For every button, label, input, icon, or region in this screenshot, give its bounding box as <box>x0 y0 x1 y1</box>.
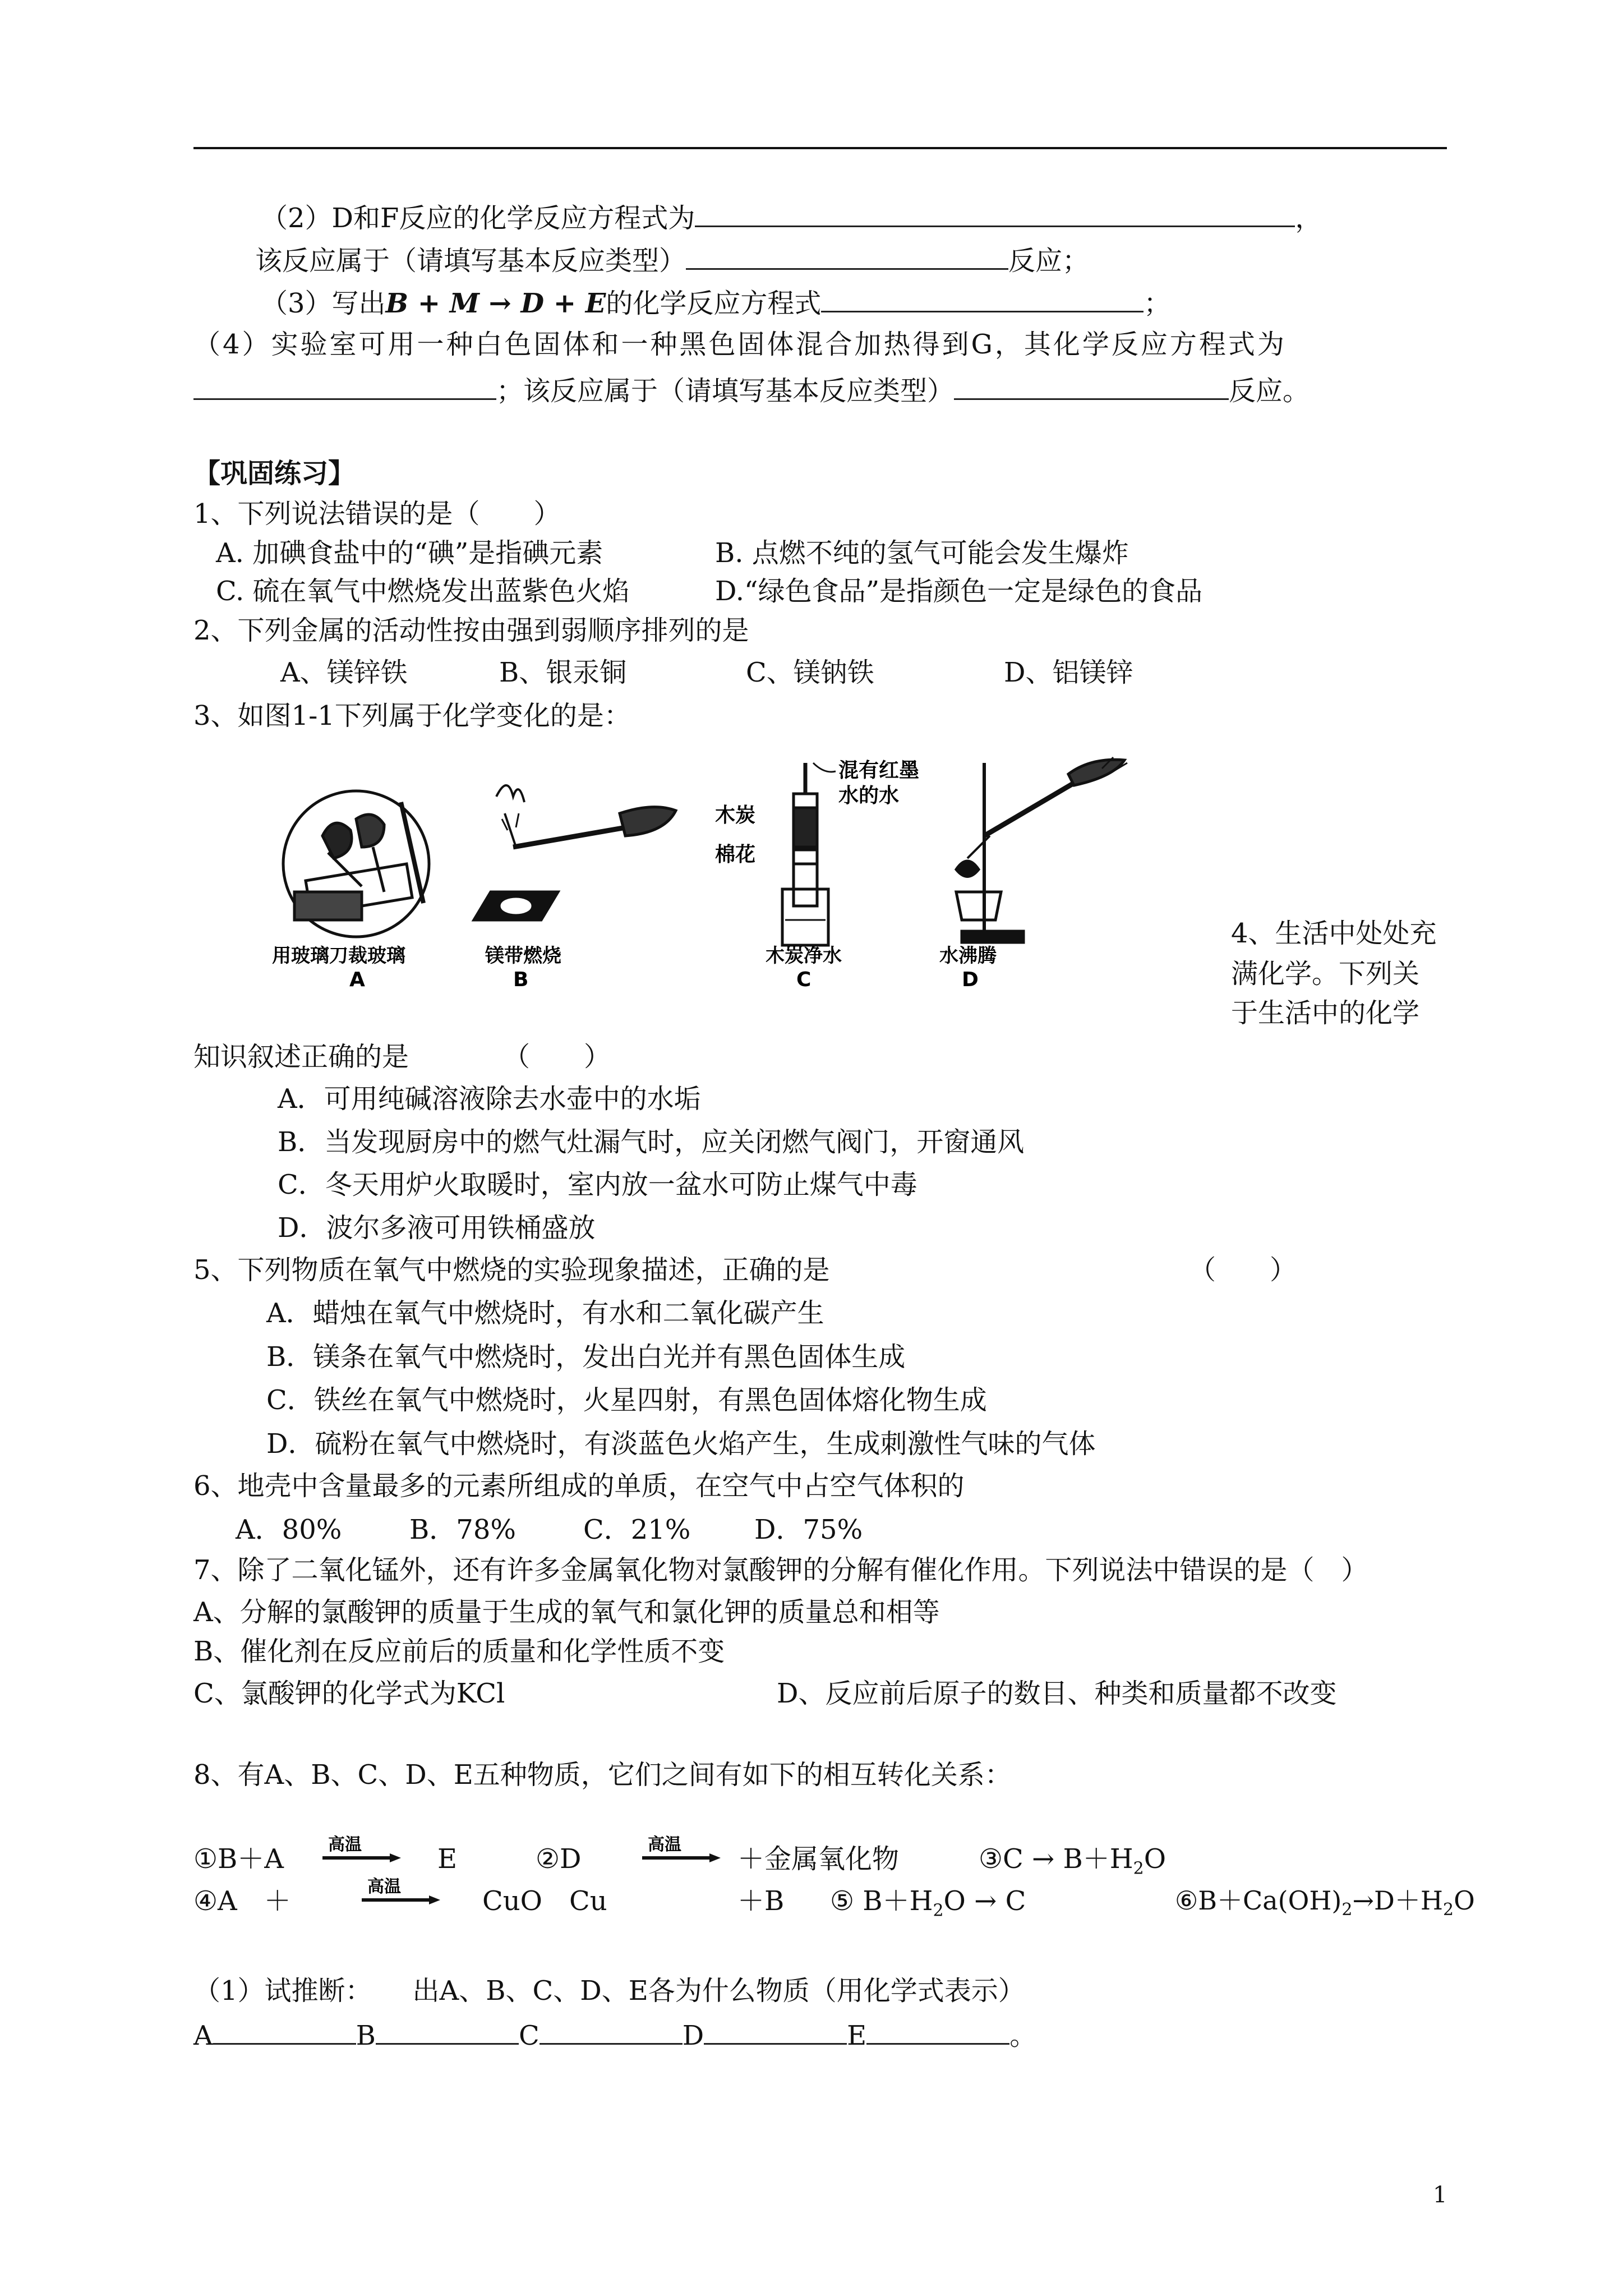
figure-a-letter: A <box>349 968 365 987</box>
page-number: 1 <box>1433 2182 1447 2208</box>
p5-stem: 5、下列物质在氧气中燃烧的实验现象描述，正确的是 <box>193 1254 830 1286</box>
q2-line2 <box>255 245 1090 277</box>
p8-sub1: （1）试推断： 出A、B、C、D、E各为什么物质（用化学式表示） <box>193 1975 1025 2007</box>
q2-text: （2）D和F反应的化学反应方程式为 <box>261 203 695 234</box>
p2-option-b[interactable]: B、银汞铜 <box>499 657 627 688</box>
q4-line2 <box>193 375 1310 407</box>
p5-option-b[interactable]: B．镁条在氧气中燃烧时，发出白光并有黑色固体生成 <box>266 1341 906 1373</box>
r1-product: E <box>437 1843 458 1875</box>
p7-option-d[interactable]: D、反应前后原子的数目、种类和质量都不改变 <box>777 1678 1337 1709</box>
p7-option-c[interactable]: C、氯酸钾的化学式为KCl <box>193 1678 505 1709</box>
figure-b-letter: B <box>513 968 529 987</box>
figure-1-1 <box>261 752 1136 987</box>
p4-side-1: 4、生活中处处充 <box>1231 918 1437 949</box>
p5-option-c[interactable]: C．铁丝在氧气中燃烧时，火星四射，有黑色固体熔化物生成 <box>266 1384 987 1416</box>
p8-answer-blanks <box>193 2019 1036 2049</box>
r4-product: ＋B <box>737 1885 785 1917</box>
svg-text:高温: 高温 <box>367 1877 401 1897</box>
p6-option-a[interactable]: A．80% <box>236 1514 342 1545</box>
blank-label-e: E <box>847 2020 867 2051</box>
q3-suffix: 的化学反应方程式 <box>606 288 822 319</box>
figure-c-label-charcoal: 木炭 <box>715 804 756 827</box>
r3-reactant: ③C <box>979 1843 1023 1875</box>
q2-type-end: 反应； <box>1008 245 1090 277</box>
figure-c-label-cotton: 棉花 <box>715 843 756 866</box>
svg-text:高温: 高温 <box>328 1835 362 1855</box>
r2-reactant: ②D <box>536 1843 582 1875</box>
p7-stem: 7、除了二氧化锰外，还有许多金属氧化物对氯酸钾的分解有催化作用。下列说法中错误的是（ ） <box>193 1554 1368 1586</box>
p5-option-a[interactable]: A．蜡烛在氧气中燃烧时，有水和二氧化碳产生 <box>266 1297 824 1329</box>
q4-line1: （4）实验室可用一种白色固体和一种黑色固体混合加热得到G，其化学反应方程式为 <box>193 329 1287 360</box>
p2-stem: 2、下列金属的活动性按由强到弱顺序排列的是 <box>193 615 749 646</box>
q4-type-text: ；该反应属于（请填写基本反应类型） <box>496 375 955 407</box>
q4-blank-type[interactable] <box>954 375 1229 400</box>
q2-comma: ， <box>1295 203 1322 234</box>
blank-label-b: B <box>356 2020 376 2051</box>
r2-product: ＋金属氧化物 <box>737 1843 900 1875</box>
p2-option-a[interactable]: A、镁锌铁 <box>280 657 408 688</box>
r5-product: C <box>1005 1885 1026 1917</box>
p8-reaction-5 <box>830 1885 1026 1921</box>
q4-end: 反应。 <box>1229 375 1310 407</box>
r6-sub2: 2 <box>1443 1900 1454 1920</box>
p1-option-a[interactable]: A. 加碘食盐中的“碘”是指碘元素 <box>216 537 603 569</box>
p5-option-d[interactable]: D．硫粉在氧气中燃烧时，有淡蓝色火焰产生，生成刺激性气味的气体 <box>266 1428 1096 1460</box>
p4-side-2: 满化学。下列关 <box>1231 958 1420 990</box>
figure-d-caption: 水沸腾 <box>939 945 997 967</box>
r1-arrow <box>320 1834 404 1878</box>
p1-option-b[interactable]: B. 点燃不纯的氢气可能会发生爆炸 <box>715 537 1129 569</box>
figure-d-boiling-water-illustration <box>956 757 1127 942</box>
r5-reactant-b: O <box>943 1885 966 1917</box>
p4-side-3: 于生活中的化学 <box>1231 997 1420 1029</box>
p4-option-c[interactable]: C．冬天用炉火取暖时，室内放一盆水可防止煤气中毒 <box>278 1169 917 1200</box>
blank-e[interactable] <box>866 2019 1009 2045</box>
p6-option-b[interactable]: B．78% <box>409 1514 516 1545</box>
figure-c-letter: C <box>796 968 811 987</box>
q3-formula: B + M → D + E <box>385 288 606 319</box>
p6-option-d[interactable]: D．75% <box>754 1514 863 1545</box>
p5-answer-paren[interactable]: （ ） <box>1189 1254 1297 1286</box>
r3-sub: 2 <box>1133 1858 1144 1879</box>
q2-line1 <box>261 202 1322 232</box>
r6-reactant: ⑥B＋Ca(OH) <box>1175 1885 1342 1916</box>
arrow-right-icon: → <box>1023 1843 1063 1875</box>
r4-arrow <box>359 1876 443 1920</box>
r5-reactant-a: ⑤ B＋H <box>830 1885 933 1917</box>
p7-option-b[interactable]: B、催化剂在反应前后的质量和化学性质不变 <box>193 1636 725 1667</box>
high-temp-arrow-icon <box>639 1834 723 1874</box>
figure-c-label-water2: 水的水 <box>838 784 900 807</box>
p4-option-d[interactable]: D．波尔多液可用铁桶盛放 <box>278 1212 596 1244</box>
blank-a[interactable] <box>213 2019 356 2045</box>
p2-option-c[interactable]: C、镁钠铁 <box>746 657 874 688</box>
p6-option-c[interactable]: C．21% <box>583 1514 691 1545</box>
p8-reaction-3 <box>979 1843 1166 1879</box>
r6-sub: 2 <box>1341 1900 1353 1920</box>
p8-reaction-6 <box>1175 1885 1475 1920</box>
r4-reactant: ④A ＋ <box>193 1885 291 1917</box>
header-rule <box>193 147 1447 149</box>
figure-c-caption: 木炭净水 <box>766 945 842 967</box>
p4-option-a[interactable]: A．可用纯碱溶液除去水壶中的水垢 <box>278 1083 701 1115</box>
r1-reactants: ①B＋A <box>193 1843 284 1875</box>
high-temp-arrow-icon <box>359 1876 443 1916</box>
q2-type-text: 该反应属于（请填写基本反应类型） <box>255 245 686 277</box>
q2-blank-type[interactable] <box>686 245 1008 270</box>
blank-label-c: C <box>518 2020 540 2051</box>
r6-product-a: D＋H <box>1374 1885 1444 1916</box>
blank-end: 。 <box>1009 2020 1037 2051</box>
q2-blank-equation[interactable] <box>695 202 1295 227</box>
p1-option-c[interactable]: C. 硫在氧气中燃烧发出蓝紫色火焰 <box>216 576 630 607</box>
p4-stem: 知识叙述正确的是 （ ） <box>193 1041 611 1073</box>
p4-option-b[interactable]: B．当发现厨房中的燃气灶漏气时，应关闭燃气阀门，开窗通风 <box>278 1126 1025 1158</box>
p8-stem: 8、有A、B、C、D、E五种物质，它们之间有如下的相互转化关系： <box>193 1759 1012 1791</box>
q4-blank-equation[interactable] <box>193 375 496 400</box>
arrow-right-icon: → <box>965 1885 1006 1917</box>
p1-option-d[interactable]: D.“绿色食品”是指颜色一定是绿色的食品 <box>715 576 1203 607</box>
r4-middle: CuO Cu <box>482 1885 607 1917</box>
svg-text:高温: 高温 <box>648 1835 681 1855</box>
figure-c-label-water1: 混有红墨 <box>838 759 920 782</box>
section-title: 【巩固练习】 <box>193 458 356 489</box>
blank-label-a: A <box>193 2020 213 2051</box>
figure-b-caption: 镁带燃烧 <box>485 945 561 967</box>
q3-prefix: （3）写出 <box>261 288 386 319</box>
r3-product-a: B＋H <box>1063 1843 1133 1875</box>
q3-end: ； <box>1144 288 1171 319</box>
figure-c-charcoal-filter-illustration <box>782 763 836 945</box>
q3-line <box>261 287 1170 317</box>
figure-a-glass-cutting-illustration <box>283 791 429 937</box>
r3-product-b: O <box>1144 1843 1166 1875</box>
figure-b-magnesium-burning-illustration <box>474 785 676 920</box>
p7-option-a[interactable]: A、分解的氯酸钾的质量于生成的氧气和氯化钾的质量总和相等 <box>193 1596 940 1628</box>
p3-stem: 3、如图1-1下列属于化学变化的是： <box>193 700 631 731</box>
p2-option-d[interactable]: D、铝镁锌 <box>1004 657 1133 688</box>
figure-a-caption: 用玻璃刀裁玻璃 <box>272 945 405 967</box>
r2-arrow <box>639 1834 723 1878</box>
p6-stem: 6、地壳中含量最多的元素所组成的单质，在空气中占空气体积的 <box>193 1470 965 1502</box>
p1-stem: 1、下列说法错误的是（ ） <box>193 498 561 530</box>
blank-c[interactable] <box>540 2019 683 2045</box>
p8-reaction-1 <box>193 1843 284 1875</box>
r6-product-b: O <box>1454 1885 1475 1916</box>
arrow-right-icon: → <box>1352 1885 1375 1916</box>
blank-d[interactable] <box>704 2019 847 2045</box>
blank-b[interactable] <box>376 2019 519 2045</box>
r5-sub: 2 <box>933 1901 944 1921</box>
figure-d-letter: D <box>962 968 979 987</box>
blank-label-d: D <box>682 2020 704 2051</box>
q3-blank[interactable] <box>821 287 1144 312</box>
high-temp-arrow-icon <box>320 1834 404 1874</box>
